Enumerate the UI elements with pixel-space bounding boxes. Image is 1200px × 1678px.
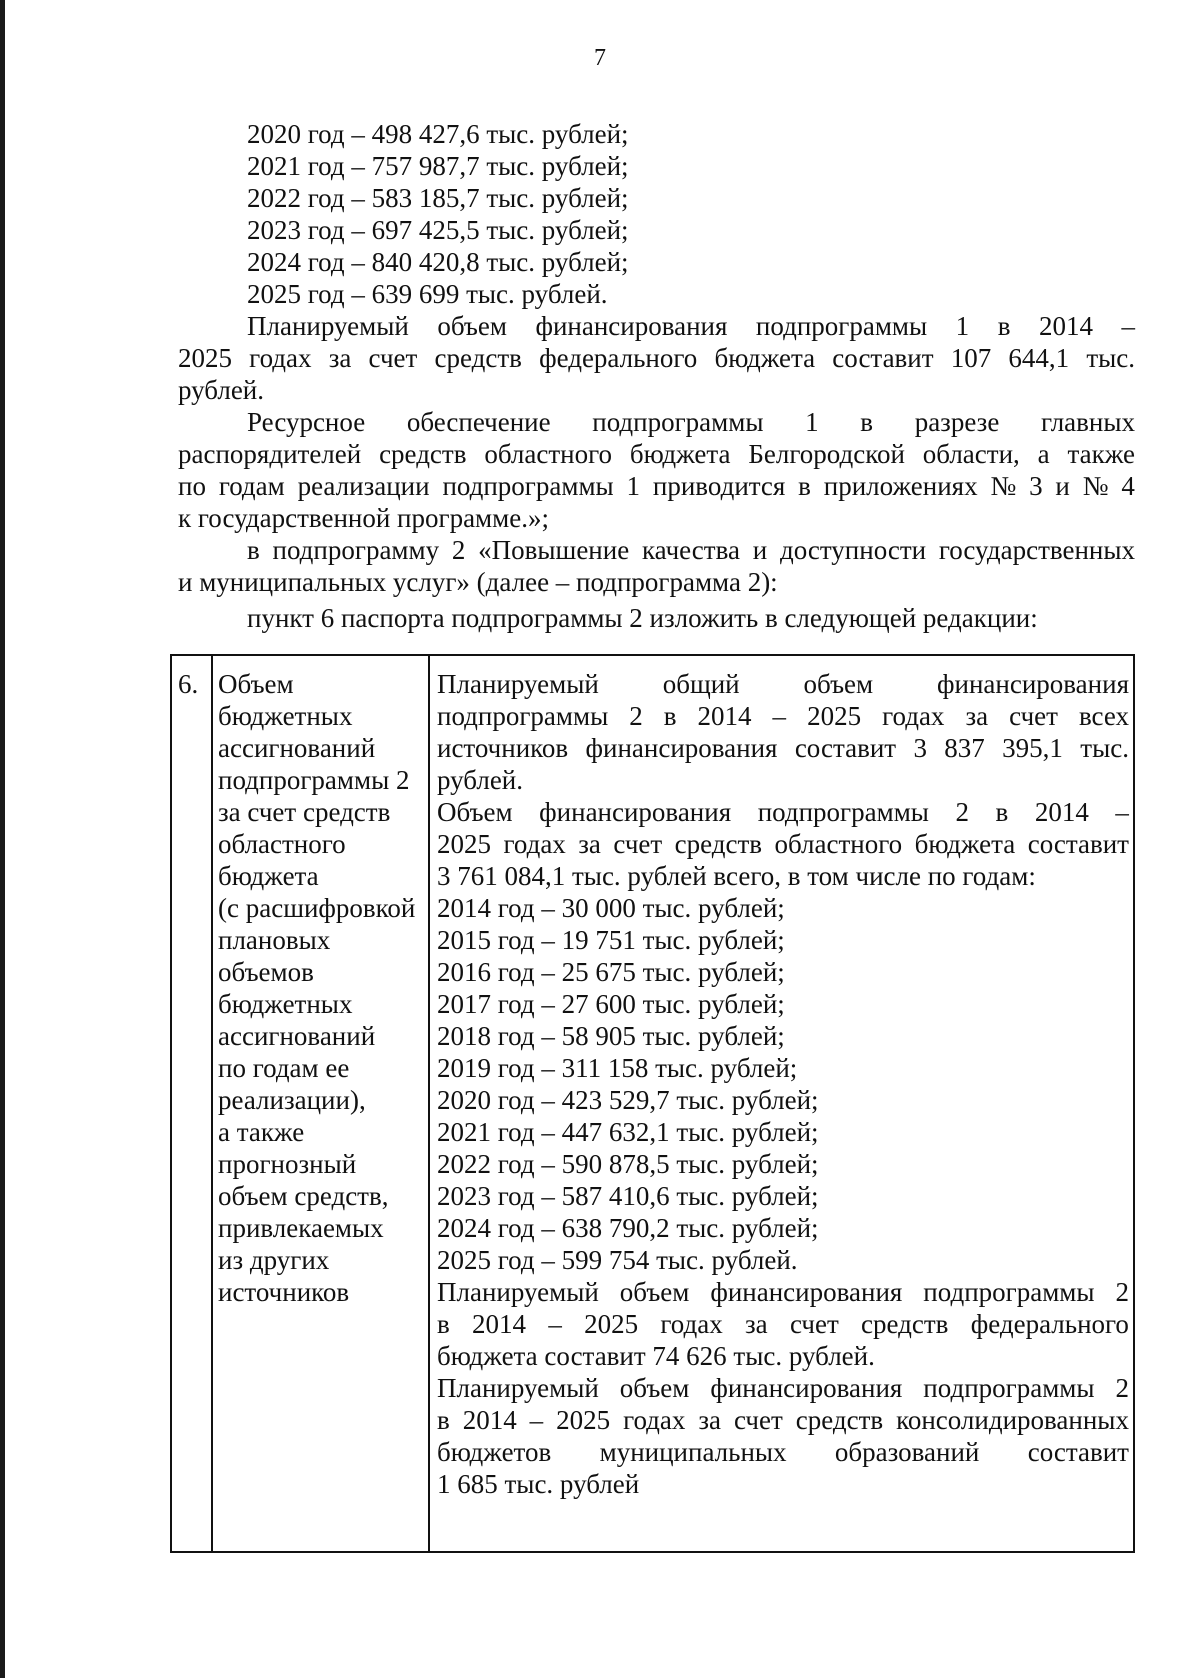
- word: 2: [1115, 1277, 1129, 1307]
- word: Белгородской: [748, 439, 905, 469]
- word: подпрограммы: [437, 701, 609, 731]
- word: в: [860, 407, 874, 437]
- table-column-divider: [211, 654, 213, 1553]
- table-federal-line: [437, 1276, 1129, 1308]
- table-label-line: привлекаемых: [218, 1213, 384, 1243]
- word: по: [178, 471, 206, 501]
- word: а: [1037, 439, 1050, 469]
- word: подпрограммы: [757, 797, 929, 827]
- table-regional-line: [437, 828, 1129, 860]
- table-label-line: по годам ее: [218, 1053, 350, 1083]
- word: Планируемый: [437, 1277, 599, 1307]
- word: средств: [379, 439, 467, 469]
- word: бюджета: [714, 343, 816, 373]
- word: –: [772, 701, 787, 731]
- word: средств: [674, 829, 763, 859]
- word: федерального: [539, 343, 698, 373]
- word: средств: [795, 1405, 884, 1435]
- table-year-line: 2024 год – 638 790,2 тыс. рублей;: [437, 1213, 819, 1243]
- word: в: [247, 535, 260, 565]
- word: 1: [626, 471, 641, 501]
- word: счет: [613, 829, 663, 859]
- word: объем: [803, 669, 874, 699]
- word: тыс.: [1086, 343, 1135, 373]
- table-regional-line: 3 761 084,1 тыс. рублей всего, в том числе по годам:: [437, 861, 1036, 891]
- word: государственных: [938, 535, 1135, 565]
- word: счет: [789, 1309, 839, 1339]
- table-border-bottom: [170, 1551, 1135, 1553]
- word: 2: [451, 535, 466, 565]
- word: подпрограммы: [442, 471, 614, 501]
- word: всех: [1078, 701, 1129, 731]
- paragraph-resources-line: [178, 438, 1135, 470]
- table-year-line: 2018 год – 58 905 тыс. рублей;: [437, 1021, 785, 1051]
- word: областного: [484, 439, 612, 469]
- table-label-line: ассигнований: [218, 733, 376, 763]
- word: разрезе: [914, 407, 1000, 437]
- word: финансирования: [585, 733, 778, 763]
- paragraph-resources-line: к государственной программе.»;: [178, 503, 549, 533]
- word: годам: [218, 471, 285, 501]
- table-year-line: 2022 год – 590 878,5 тыс. рублей;: [437, 1149, 819, 1179]
- word: составит: [832, 343, 934, 373]
- table-label-line: реализации),: [218, 1085, 366, 1115]
- word: 2014: [462, 1405, 517, 1435]
- paragraph-resources-line: [247, 406, 1135, 438]
- word: 395,1: [1002, 733, 1063, 763]
- table-total-line: [437, 732, 1129, 764]
- word: №: [990, 471, 1017, 501]
- word: за: [328, 343, 352, 373]
- word: 3: [913, 733, 927, 763]
- word: обеспечение: [406, 407, 551, 437]
- word: в: [437, 1405, 450, 1435]
- word: 1: [805, 407, 819, 437]
- word: составит: [1027, 1437, 1129, 1467]
- table-year-line: 2021 год – 447 632,1 тыс. рублей;: [437, 1117, 819, 1147]
- table-total-line: рублей.: [437, 765, 524, 795]
- word: в: [995, 797, 1009, 827]
- table-municipal-line: [437, 1372, 1129, 1404]
- word: финансирования: [710, 1277, 903, 1307]
- intro-year-line: 2021 год – 757 987,7 тыс. рублей;: [247, 151, 629, 181]
- table-year-line: 2020 год – 423 529,7 тыс. рублей;: [437, 1085, 819, 1115]
- word: финансирования: [539, 797, 732, 827]
- table-year-line: 2017 год – 27 600 тыс. рублей;: [437, 989, 785, 1019]
- word: подпрограммы: [755, 311, 928, 341]
- word: составит: [794, 733, 897, 763]
- word: 2025: [807, 701, 862, 731]
- table-year-line: 2023 год – 587 410,6 тыс. рублей;: [437, 1181, 819, 1211]
- word: качества: [641, 535, 740, 565]
- word: распорядителей: [178, 439, 362, 469]
- word: областного: [774, 829, 903, 859]
- word: 2: [1115, 1373, 1129, 1403]
- table-municipal-line: 1 685 тыс. рублей: [437, 1469, 640, 1499]
- word: общий: [662, 669, 740, 699]
- word: финансирования: [937, 669, 1129, 699]
- table-label-line: а также: [218, 1117, 305, 1147]
- table-label-line: из других: [218, 1245, 330, 1275]
- word: объем: [437, 311, 507, 341]
- word: 2025: [178, 343, 232, 373]
- table-border-right: [1133, 654, 1135, 1553]
- word: счет: [733, 1405, 783, 1435]
- word: приводится: [652, 471, 786, 501]
- word: 3: [1029, 471, 1043, 501]
- word: бюджета: [629, 439, 731, 469]
- word: средств: [434, 343, 522, 373]
- word: приложениях: [823, 471, 978, 501]
- word: №: [1082, 471, 1109, 501]
- table-label-line: за счет средств: [218, 797, 391, 827]
- table-label-line: Объем: [218, 669, 294, 699]
- table-label-line: ассигнований: [218, 1021, 376, 1051]
- word: 2014: [472, 1309, 527, 1339]
- table-column-divider: [428, 654, 430, 1553]
- word: за: [698, 1405, 722, 1435]
- table-year-line: 2016 год – 25 675 тыс. рублей;: [437, 957, 785, 987]
- word: годах: [249, 343, 312, 373]
- word: главных: [1040, 407, 1135, 437]
- intro-year-line: 2022 год – 583 185,7 тыс. рублей;: [247, 183, 629, 213]
- word: и: [1055, 471, 1070, 501]
- word: 2: [629, 701, 643, 731]
- word: Планируемый: [247, 311, 409, 341]
- word: –: [529, 1405, 544, 1435]
- word: 4: [1121, 471, 1135, 501]
- word: доступности: [779, 535, 927, 565]
- word: 2014: [1034, 797, 1089, 827]
- table-municipal-line: [437, 1436, 1129, 1468]
- paragraph-federal-line: [247, 310, 1135, 342]
- word: 2025: [556, 1405, 611, 1435]
- table-border-left: [170, 654, 172, 1553]
- word: Ресурсное: [247, 407, 366, 437]
- table-year-line: 2025 год – 599 754 тыс. рублей.: [437, 1245, 798, 1275]
- table-label-line: плановых: [218, 925, 331, 955]
- table-label-line: объем средств,: [218, 1181, 389, 1211]
- page-number: 7: [594, 45, 606, 71]
- table-label-line: подпрограммы 2: [218, 765, 410, 795]
- word: источников: [437, 733, 569, 763]
- word: составит: [1027, 829, 1129, 859]
- table-label-line: объемов: [218, 957, 314, 987]
- word: годах: [623, 1405, 686, 1435]
- word: 2014: [697, 701, 752, 731]
- word: в: [663, 701, 677, 731]
- word: и: [752, 535, 768, 565]
- table-year-line: 2019 год – 311 158 тыс. рублей;: [437, 1053, 798, 1083]
- table-label-line: (с расшифровкой: [218, 893, 416, 923]
- word: объем: [619, 1373, 690, 1403]
- word: финансирования: [535, 311, 728, 341]
- word: за: [965, 701, 989, 731]
- word: 1: [955, 311, 970, 341]
- table-year-line: 2014 год – 30 000 тыс. рублей;: [437, 893, 785, 923]
- word: 644,1: [1008, 343, 1070, 373]
- table-label-line: бюджета: [218, 861, 319, 891]
- word: за: [578, 829, 601, 859]
- word: тыс.: [1080, 733, 1129, 763]
- word: бюджета: [914, 829, 1016, 859]
- word: 2014: [1038, 311, 1093, 341]
- word: 837: [944, 733, 985, 763]
- word: финансирования: [710, 1373, 903, 1403]
- word: бюджетов: [437, 1437, 552, 1467]
- table-municipal-line: [437, 1404, 1129, 1436]
- intro-year-line: 2023 год – 697 425,5 тыс. рублей;: [247, 215, 629, 245]
- word: в: [997, 311, 1011, 341]
- word: также: [1067, 439, 1135, 469]
- word: –: [1115, 797, 1129, 827]
- word: подпрограмму: [272, 535, 440, 565]
- table-year-line: 2015 год – 19 751 тыс. рублей;: [437, 925, 785, 955]
- table-label-line: бюджетных: [218, 989, 353, 1019]
- word: –: [1121, 311, 1135, 341]
- table-row-number: 6.: [178, 669, 199, 699]
- word: 107: [950, 343, 992, 373]
- word: подпрограммы: [923, 1277, 1095, 1307]
- paragraph-federal-line: [178, 342, 1135, 374]
- word: реализации: [297, 471, 430, 501]
- table-label-line: источников: [218, 1277, 350, 1307]
- word: в: [798, 471, 811, 501]
- word: годах: [660, 1309, 723, 1339]
- word: в: [437, 1309, 450, 1339]
- table-regional-line: [437, 796, 1129, 828]
- word: счет: [1009, 701, 1058, 731]
- word: Объем: [437, 797, 513, 827]
- word: объем: [619, 1277, 690, 1307]
- word: 2025: [584, 1309, 639, 1339]
- word: муниципальных: [599, 1437, 787, 1467]
- table-label-line: бюджетных: [218, 701, 353, 731]
- table-total-line: [437, 668, 1129, 700]
- intro-year-line: 2024 год – 840 420,8 тыс. рублей;: [247, 247, 629, 277]
- word: Планируемый: [437, 1373, 599, 1403]
- word: 2: [955, 797, 969, 827]
- table-total-line: [437, 700, 1129, 732]
- paragraph-resources-line: [178, 470, 1135, 502]
- intro-year-line: 2020 год – 498 427,6 тыс. рублей;: [247, 119, 629, 149]
- word: области,: [922, 439, 1020, 469]
- word: федерального: [970, 1309, 1129, 1339]
- word: 2025: [437, 829, 491, 859]
- word: Планируемый: [437, 669, 599, 699]
- word: средств: [861, 1309, 949, 1339]
- word: –: [548, 1309, 562, 1339]
- table-federal-line: [437, 1308, 1129, 1340]
- paragraph-federal-line: рублей.: [178, 375, 265, 405]
- word: «Повышение: [478, 535, 630, 565]
- word: за: [745, 1309, 768, 1339]
- table-label-line: прогнозный: [218, 1149, 357, 1179]
- word: годах: [503, 829, 566, 859]
- word: счет: [368, 343, 418, 373]
- paragraph-subprogram2-line: и муниципальных услуг» (далее – подпрограмма 2):: [178, 567, 778, 597]
- word: подпрограммы: [592, 407, 764, 437]
- scan-edge: [0, 0, 5, 1678]
- intro-year-line: 2025 год – 639 699 тыс. рублей.: [247, 279, 608, 309]
- table-federal-line: бюджета составит 74 626 тыс. рублей.: [437, 1341, 875, 1371]
- word: образований: [834, 1437, 980, 1467]
- table-label-line: областного: [218, 829, 346, 859]
- paragraph-item6: пункт 6 паспорта подпрограммы 2 изложить в следующей редакции:: [247, 603, 1038, 633]
- word: годах: [882, 701, 945, 731]
- table-border-top: [170, 654, 1135, 656]
- word: консолидированных: [896, 1405, 1129, 1435]
- word: подпрограммы: [923, 1373, 1095, 1403]
- paragraph-subprogram2-line: [247, 534, 1135, 566]
